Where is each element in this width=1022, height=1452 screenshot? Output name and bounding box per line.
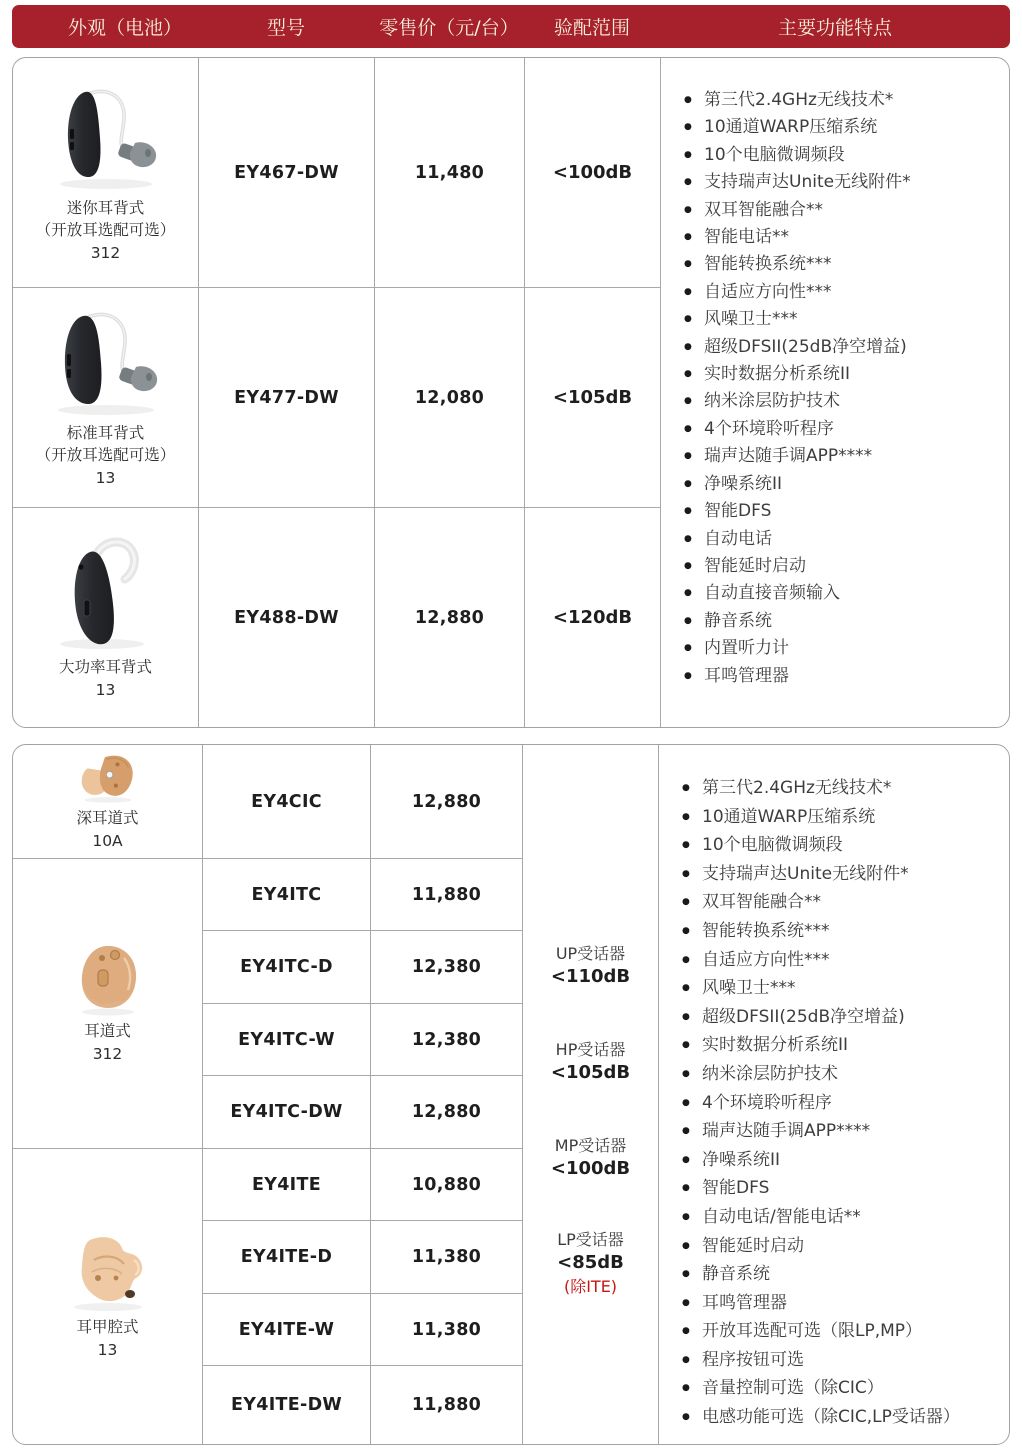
price-cell: 11,880 bbox=[371, 859, 523, 931]
product-label-line: 312 bbox=[90, 243, 121, 262]
model-cell: EY4ITC bbox=[203, 859, 371, 931]
feature-item: ● 开放耳选配可选（限LP,MP） bbox=[681, 1317, 960, 1346]
model-cell: EY488-DW bbox=[199, 508, 375, 727]
db-value: <105dB bbox=[550, 1062, 631, 1083]
feature-item: ● 风噪卫士*** bbox=[683, 306, 911, 333]
feature-item: ● 智能电话** bbox=[683, 224, 911, 251]
product-label-mini-bte bbox=[36, 197, 176, 264]
appearance-cell-cic bbox=[13, 745, 203, 859]
feature-item: ● 10个电脑微调频段 bbox=[681, 831, 960, 860]
header-model: 型号 bbox=[266, 17, 305, 39]
receiver-label: UP受话器 bbox=[555, 944, 626, 963]
fitting-range-merged-cell bbox=[523, 745, 659, 1444]
itc-hearing-aid-image bbox=[72, 942, 144, 1016]
feature-item: ● 静音系统 bbox=[683, 608, 911, 635]
feature-item: ● 纳米涂层防护技术 bbox=[681, 1060, 960, 1089]
feature-list-bte bbox=[661, 58, 919, 690]
feature-item: ● 程序按钮可选 bbox=[681, 1346, 960, 1375]
product-label-line: 10A bbox=[92, 831, 123, 850]
price-cell: 11,480 bbox=[375, 58, 525, 288]
range-cell: <120dB bbox=[525, 508, 661, 727]
product-label-standard-bte bbox=[36, 422, 176, 489]
features-cell-bte bbox=[661, 58, 1009, 727]
price-cell: 12,880 bbox=[371, 745, 523, 859]
range-entry-up bbox=[523, 943, 658, 989]
appearance-cell-power-bte bbox=[13, 508, 199, 727]
feature-item: ● 4个环境聆听程序 bbox=[681, 1089, 960, 1118]
feature-item: ● 智能DFS bbox=[681, 1174, 960, 1203]
feature-item: ● 双耳智能融合** bbox=[683, 197, 911, 224]
price-cell: 10,880 bbox=[371, 1149, 523, 1221]
feature-item: ● 净噪系统II bbox=[681, 1146, 960, 1175]
model-cell: EY4ITE-W bbox=[203, 1294, 371, 1366]
header-main-features: 主要功能特点 bbox=[777, 17, 892, 39]
appearance-cell-itc bbox=[13, 859, 203, 1149]
price-cell: 11,380 bbox=[371, 1294, 523, 1366]
header-fitting-range: 验配范围 bbox=[553, 17, 630, 39]
feature-item: ● 超级DFSII(25dB净空增益) bbox=[681, 1003, 960, 1032]
appearance-cell-ite bbox=[13, 1149, 203, 1444]
range-cell: <100dB bbox=[525, 58, 661, 288]
feature-item: ● 智能转换系统*** bbox=[681, 917, 960, 946]
feature-item: ● 4个环境聆听程序 bbox=[683, 416, 911, 443]
price-cell: 11,880 bbox=[371, 1366, 523, 1444]
range-entry-mp bbox=[523, 1135, 658, 1181]
db-value: <85dB bbox=[557, 1252, 624, 1273]
price-cell: 11,380 bbox=[371, 1221, 523, 1294]
feature-item: ● 智能转换系统*** bbox=[683, 251, 911, 278]
feature-item: ● 双耳智能融合** bbox=[681, 888, 960, 917]
receiver-label: LP受话器 bbox=[557, 1230, 624, 1249]
db-value: <110dB bbox=[550, 966, 631, 987]
feature-item: ● 瑞声达随手调APP**** bbox=[681, 1117, 960, 1146]
product-label-line: 13 bbox=[95, 680, 116, 699]
custom-products-table bbox=[12, 744, 1010, 1445]
feature-item: ● 自动直接音频输入 bbox=[683, 580, 911, 607]
product-label-line: 耳道式 bbox=[84, 1022, 131, 1041]
feature-item: ● 自动电话/智能电话** bbox=[681, 1203, 960, 1232]
product-label-ite bbox=[76, 1316, 138, 1361]
power-bte-hearing-aid-image bbox=[40, 534, 172, 652]
feature-item: ● 第三代2.4GHz无线技术* bbox=[681, 774, 960, 803]
ite-hearing-aid-image bbox=[60, 1232, 156, 1312]
product-label-cic bbox=[76, 807, 138, 852]
product-label-line: 13 bbox=[97, 1340, 118, 1359]
feature-item: ● 风噪卫士*** bbox=[681, 974, 960, 1003]
product-label-power-bte bbox=[59, 656, 152, 701]
model-cell: EY467-DW bbox=[199, 58, 375, 288]
feature-item: ● 音量控制可选（除CIC） bbox=[681, 1374, 960, 1403]
product-label-line: 标准耳背式 bbox=[66, 423, 145, 442]
price-cell: 12,380 bbox=[371, 1004, 523, 1076]
receiver-label: MP受话器 bbox=[554, 1136, 627, 1155]
price-cell: 12,380 bbox=[371, 931, 523, 1004]
model-cell: EY4ITC-DW bbox=[203, 1076, 371, 1149]
range-entry-lp bbox=[523, 1229, 658, 1298]
feature-item: ● 10通道WARP压缩系统 bbox=[683, 114, 911, 141]
feature-item: ● 实时数据分析系统II bbox=[683, 361, 911, 388]
cic-hearing-aid-image bbox=[66, 751, 150, 803]
feature-item: ● 支持瑞声达Unite无线附件* bbox=[683, 169, 911, 196]
feature-item: ● 自适应方向性*** bbox=[681, 946, 960, 975]
feature-item: ● 内置听力计 bbox=[683, 635, 911, 662]
feature-item: ● 瑞声达随手调APP**** bbox=[683, 443, 911, 470]
product-label-itc bbox=[84, 1020, 131, 1065]
product-label-line: 312 bbox=[92, 1044, 123, 1063]
product-label-line: 深耳道式 bbox=[76, 809, 139, 828]
feature-item: ● 智能延时启动 bbox=[681, 1232, 960, 1261]
appearance-cell-mini-bte bbox=[13, 58, 199, 288]
feature-item: ● 支持瑞声达Unite无线附件* bbox=[681, 860, 960, 889]
feature-item: ● 10通道WARP压缩系统 bbox=[681, 803, 960, 832]
features-cell-custom bbox=[659, 745, 1009, 1444]
product-label-line: （开放耳选配可选） bbox=[35, 221, 176, 240]
appearance-cell-standard-bte bbox=[13, 288, 199, 508]
feature-item: ● 第三代2.4GHz无线技术* bbox=[683, 87, 911, 114]
range-exclusion-note: (除ITE) bbox=[563, 1277, 618, 1296]
feature-item: ● 净噪系统II bbox=[683, 471, 911, 498]
feature-item: ● 智能延时启动 bbox=[683, 553, 911, 580]
header-appearance-battery: 外观（电池） bbox=[67, 17, 182, 39]
header-retail-price: 零售价（元/台） bbox=[379, 17, 519, 39]
receiver-label: HP受话器 bbox=[555, 1040, 626, 1059]
product-label-line: （开放耳选配可选） bbox=[35, 446, 176, 465]
table-header-bar bbox=[12, 5, 1010, 48]
feature-item: ● 自动电话 bbox=[683, 526, 911, 553]
range-entry-hp bbox=[523, 1039, 658, 1085]
bte-products-table bbox=[12, 57, 1010, 728]
mini-bte-hearing-aid-image bbox=[40, 81, 172, 193]
feature-item: ● 静音系统 bbox=[681, 1260, 960, 1289]
feature-item: ● 10个电脑微调频段 bbox=[683, 142, 911, 169]
db-value: <100dB bbox=[550, 1158, 631, 1179]
product-label-line: 耳甲腔式 bbox=[76, 1318, 139, 1337]
model-cell: EY4ITE-D bbox=[203, 1221, 371, 1294]
feature-item: ● 电感功能可选（除CIC,LP受话器） bbox=[681, 1403, 960, 1432]
model-cell: EY4ITC-W bbox=[203, 1004, 371, 1076]
product-label-line: 13 bbox=[95, 468, 116, 487]
feature-item: ● 超级DFSII(25dB净空增益) bbox=[683, 334, 911, 361]
range-cell: <105dB bbox=[525, 288, 661, 508]
feature-list-custom bbox=[659, 745, 968, 1432]
feature-item: ● 耳鸣管理器 bbox=[683, 663, 911, 690]
feature-item: ● 实时数据分析系统II bbox=[681, 1031, 960, 1060]
model-cell: EY4ITE bbox=[203, 1149, 371, 1221]
feature-item: ● 耳鸣管理器 bbox=[681, 1289, 960, 1318]
feature-item: ● 自适应方向性*** bbox=[683, 279, 911, 306]
model-cell: EY477-DW bbox=[199, 288, 375, 508]
price-cell: 12,880 bbox=[375, 508, 525, 727]
model-cell: EY4CIC bbox=[203, 745, 371, 859]
model-cell: EY4ITE-DW bbox=[203, 1366, 371, 1444]
product-label-line: 大功率耳背式 bbox=[58, 658, 152, 677]
standard-bte-hearing-aid-image bbox=[40, 306, 172, 418]
model-cell: EY4ITC-D bbox=[203, 931, 371, 1004]
product-label-line: 迷你耳背式 bbox=[66, 198, 145, 217]
feature-item: ● 智能DFS bbox=[683, 498, 911, 525]
price-cell: 12,880 bbox=[371, 1076, 523, 1149]
feature-item: ● 纳米涂层防护技术 bbox=[683, 388, 911, 415]
price-cell: 12,080 bbox=[375, 288, 525, 508]
